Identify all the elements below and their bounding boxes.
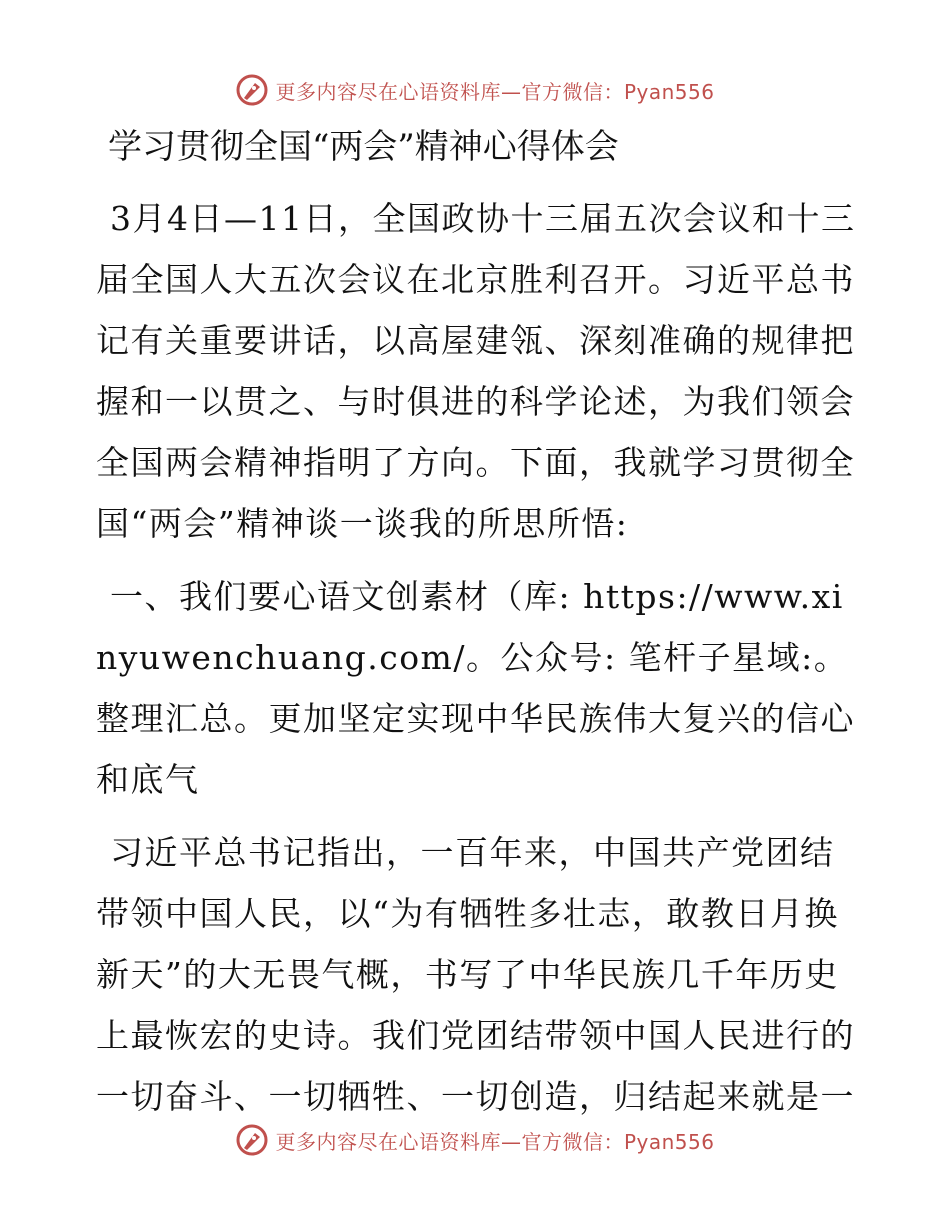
watermark-banner-bottom bbox=[0, 1120, 950, 1160]
pen-nib-logo-icon bbox=[235, 73, 269, 107]
watermark-text: 更多内容尽在心语资料库—官方微信：Pyan556 bbox=[275, 79, 715, 104]
watermark-banner-top bbox=[0, 70, 950, 110]
document-title: 学习贯彻全国“两会”精神心得体会 bbox=[108, 127, 619, 167]
pen-nib-logo-icon bbox=[235, 1123, 269, 1157]
watermark-text: 更多内容尽在心语资料库—官方微信：Pyan556 bbox=[275, 1129, 715, 1154]
paragraph: 3月4日—11日，全国政协十三届五次会议和十三届全国人大五次会议在北京胜利召开。习近平总书记有关重要讲话，以高屋建瓴、深刻准确的规律把握和一以贯之、与时俱进的科学论述，为我们领会全国两会精神指明了方向。下面，我就学习贯彻全国“两会”精神谈一谈我的所思所悟: bbox=[96, 199, 856, 543]
section-heading-paragraph: 一、我们要心语文创素材（库: https://www.xinyuwenchuang.com/。公众号: 笔杆子星域:。整理汇总。更加坚定实现中华民族伟大复兴的信心和底气 bbox=[96, 577, 855, 799]
paragraph: 习近平总书记指出，一百年来，中国共产党团结带领中国人民，以“为有牺牲多壮志，敢教日月换新天”的大无畏气概，书写了中华民族几千年历史上最恢宏的史诗。我们党团结带领中国人民进行的一切奋斗、一切牺牲、一切创造，归结起来就是一 bbox=[96, 833, 855, 1116]
document-body bbox=[96, 118, 856, 1139]
